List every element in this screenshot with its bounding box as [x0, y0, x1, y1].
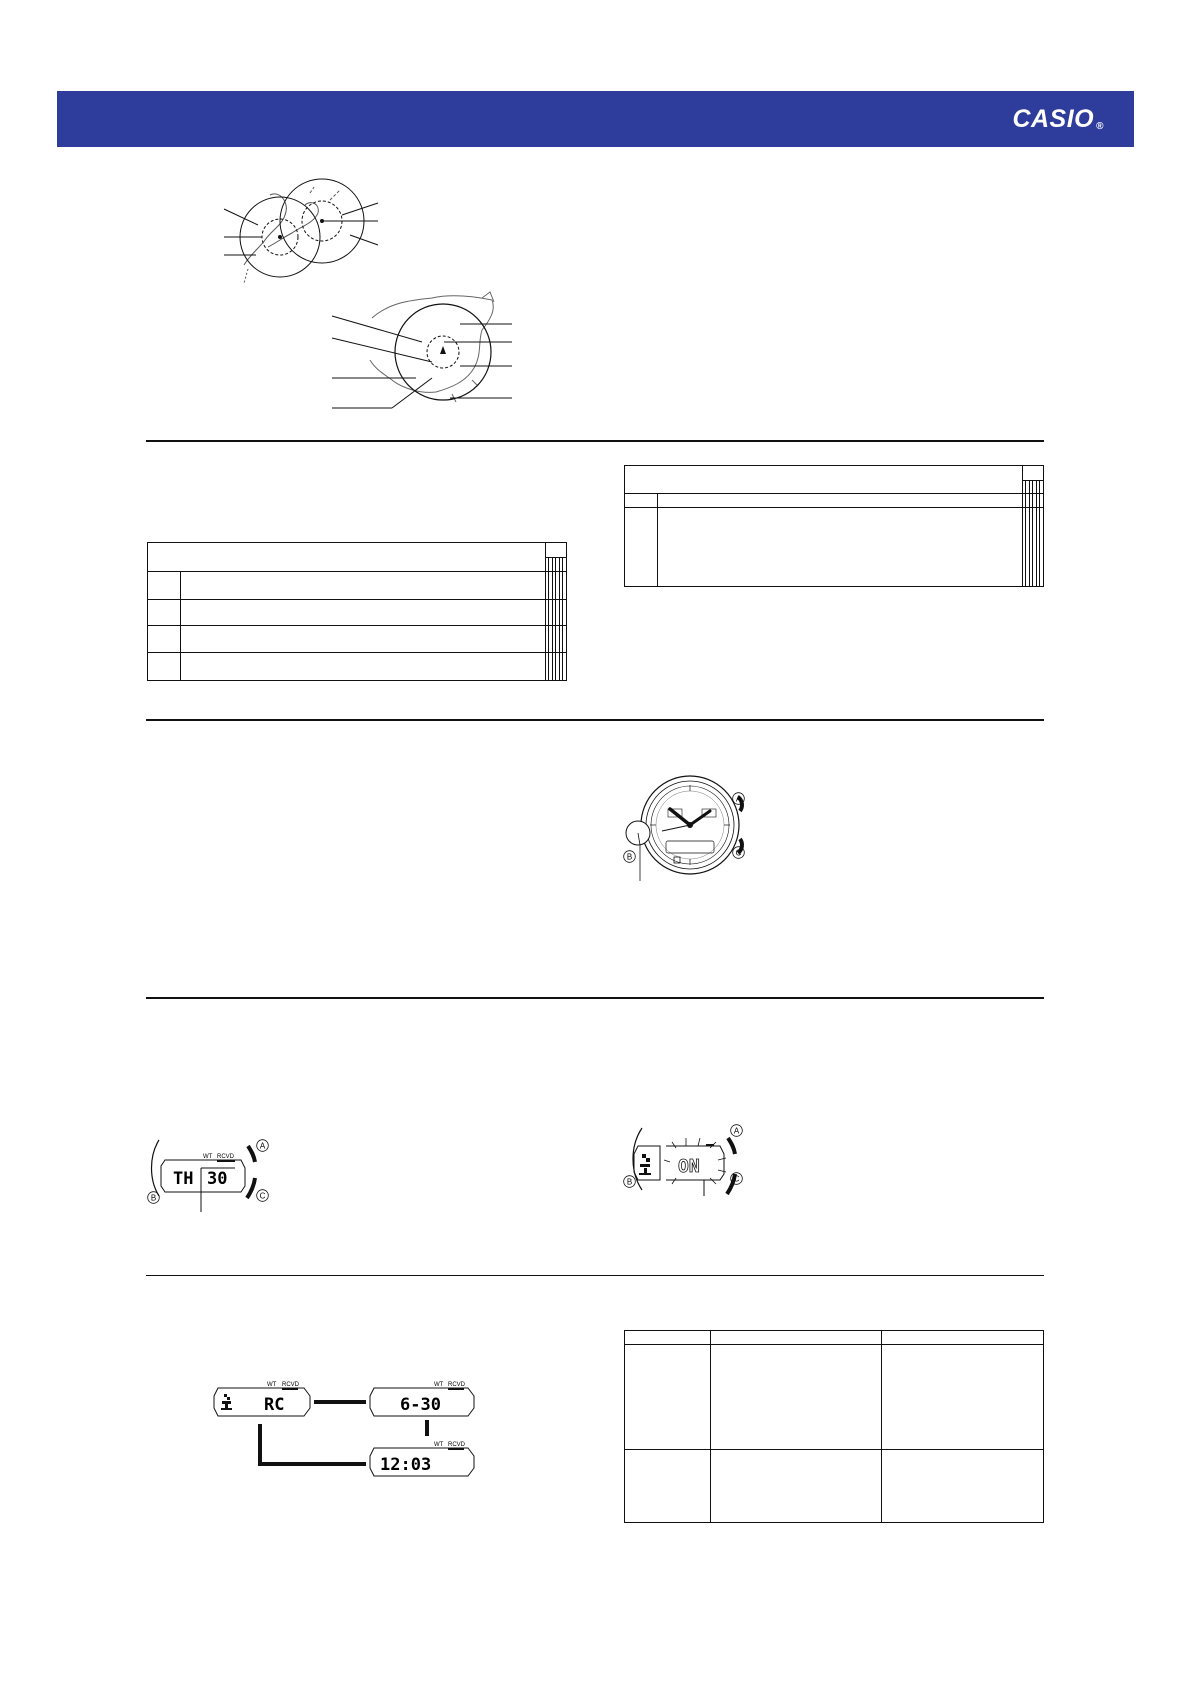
- svg-text:RCVD: RCVD: [217, 1154, 235, 1160]
- section-divider: [146, 440, 1044, 442]
- svg-text:RCVD: RCVD: [448, 1382, 466, 1388]
- button-b-label: [147, 1191, 160, 1209]
- button-c-label: [732, 846, 745, 864]
- svg-text:ON: ON: [678, 1156, 700, 1177]
- reception-table-right: [624, 465, 1044, 587]
- svg-text:RC: RC: [264, 1395, 285, 1415]
- reception-status-table: [624, 1330, 1044, 1523]
- svg-text:C: C: [259, 1191, 266, 1201]
- analog-watch-illustration: [620, 775, 750, 887]
- svg-text:C: C: [733, 1174, 740, 1184]
- svg-text:12:03: 12:03: [380, 1455, 432, 1475]
- japan-coverage-map: [210, 185, 390, 285]
- button-b-label: [623, 1175, 636, 1193]
- button-a-label: [256, 1139, 269, 1157]
- svg-text:B: B: [626, 852, 633, 862]
- svg-text:RCVD: RCVD: [282, 1382, 300, 1388]
- svg-text:A: A: [735, 794, 742, 804]
- reception-table-left: [147, 542, 567, 681]
- svg-text:WT: WT: [434, 1382, 444, 1388]
- svg-text:RCVD: RCVD: [448, 1442, 466, 1448]
- svg-text:A: A: [733, 1126, 740, 1136]
- lcd-receive-sequence: [212, 1380, 482, 1480]
- china-coverage-map: [332, 290, 517, 415]
- button-a-label: [730, 1124, 743, 1142]
- section-divider: [146, 719, 1044, 721]
- svg-text:B: B: [626, 1177, 633, 1187]
- svg-text:C: C: [735, 848, 742, 858]
- header-bar: [57, 91, 1134, 147]
- svg-text:TH: TH: [173, 1169, 194, 1189]
- svg-text:6-30: 6-30: [400, 1395, 441, 1415]
- button-b-label: [623, 850, 636, 868]
- section-divider: [146, 997, 1044, 999]
- button-c-label: [256, 1189, 269, 1207]
- svg-text:WT: WT: [434, 1442, 444, 1448]
- svg-text:A: A: [259, 1141, 266, 1151]
- svg-text:WT: WT: [203, 1154, 213, 1160]
- svg-text:30: 30: [207, 1169, 228, 1189]
- button-c-label: [730, 1172, 743, 1190]
- svg-text:WT: WT: [267, 1382, 277, 1388]
- section-divider: [146, 1275, 1044, 1276]
- casio-logo: CASIO ®: [1012, 105, 1104, 133]
- button-a-label: [732, 792, 745, 810]
- svg-text:B: B: [150, 1193, 157, 1203]
